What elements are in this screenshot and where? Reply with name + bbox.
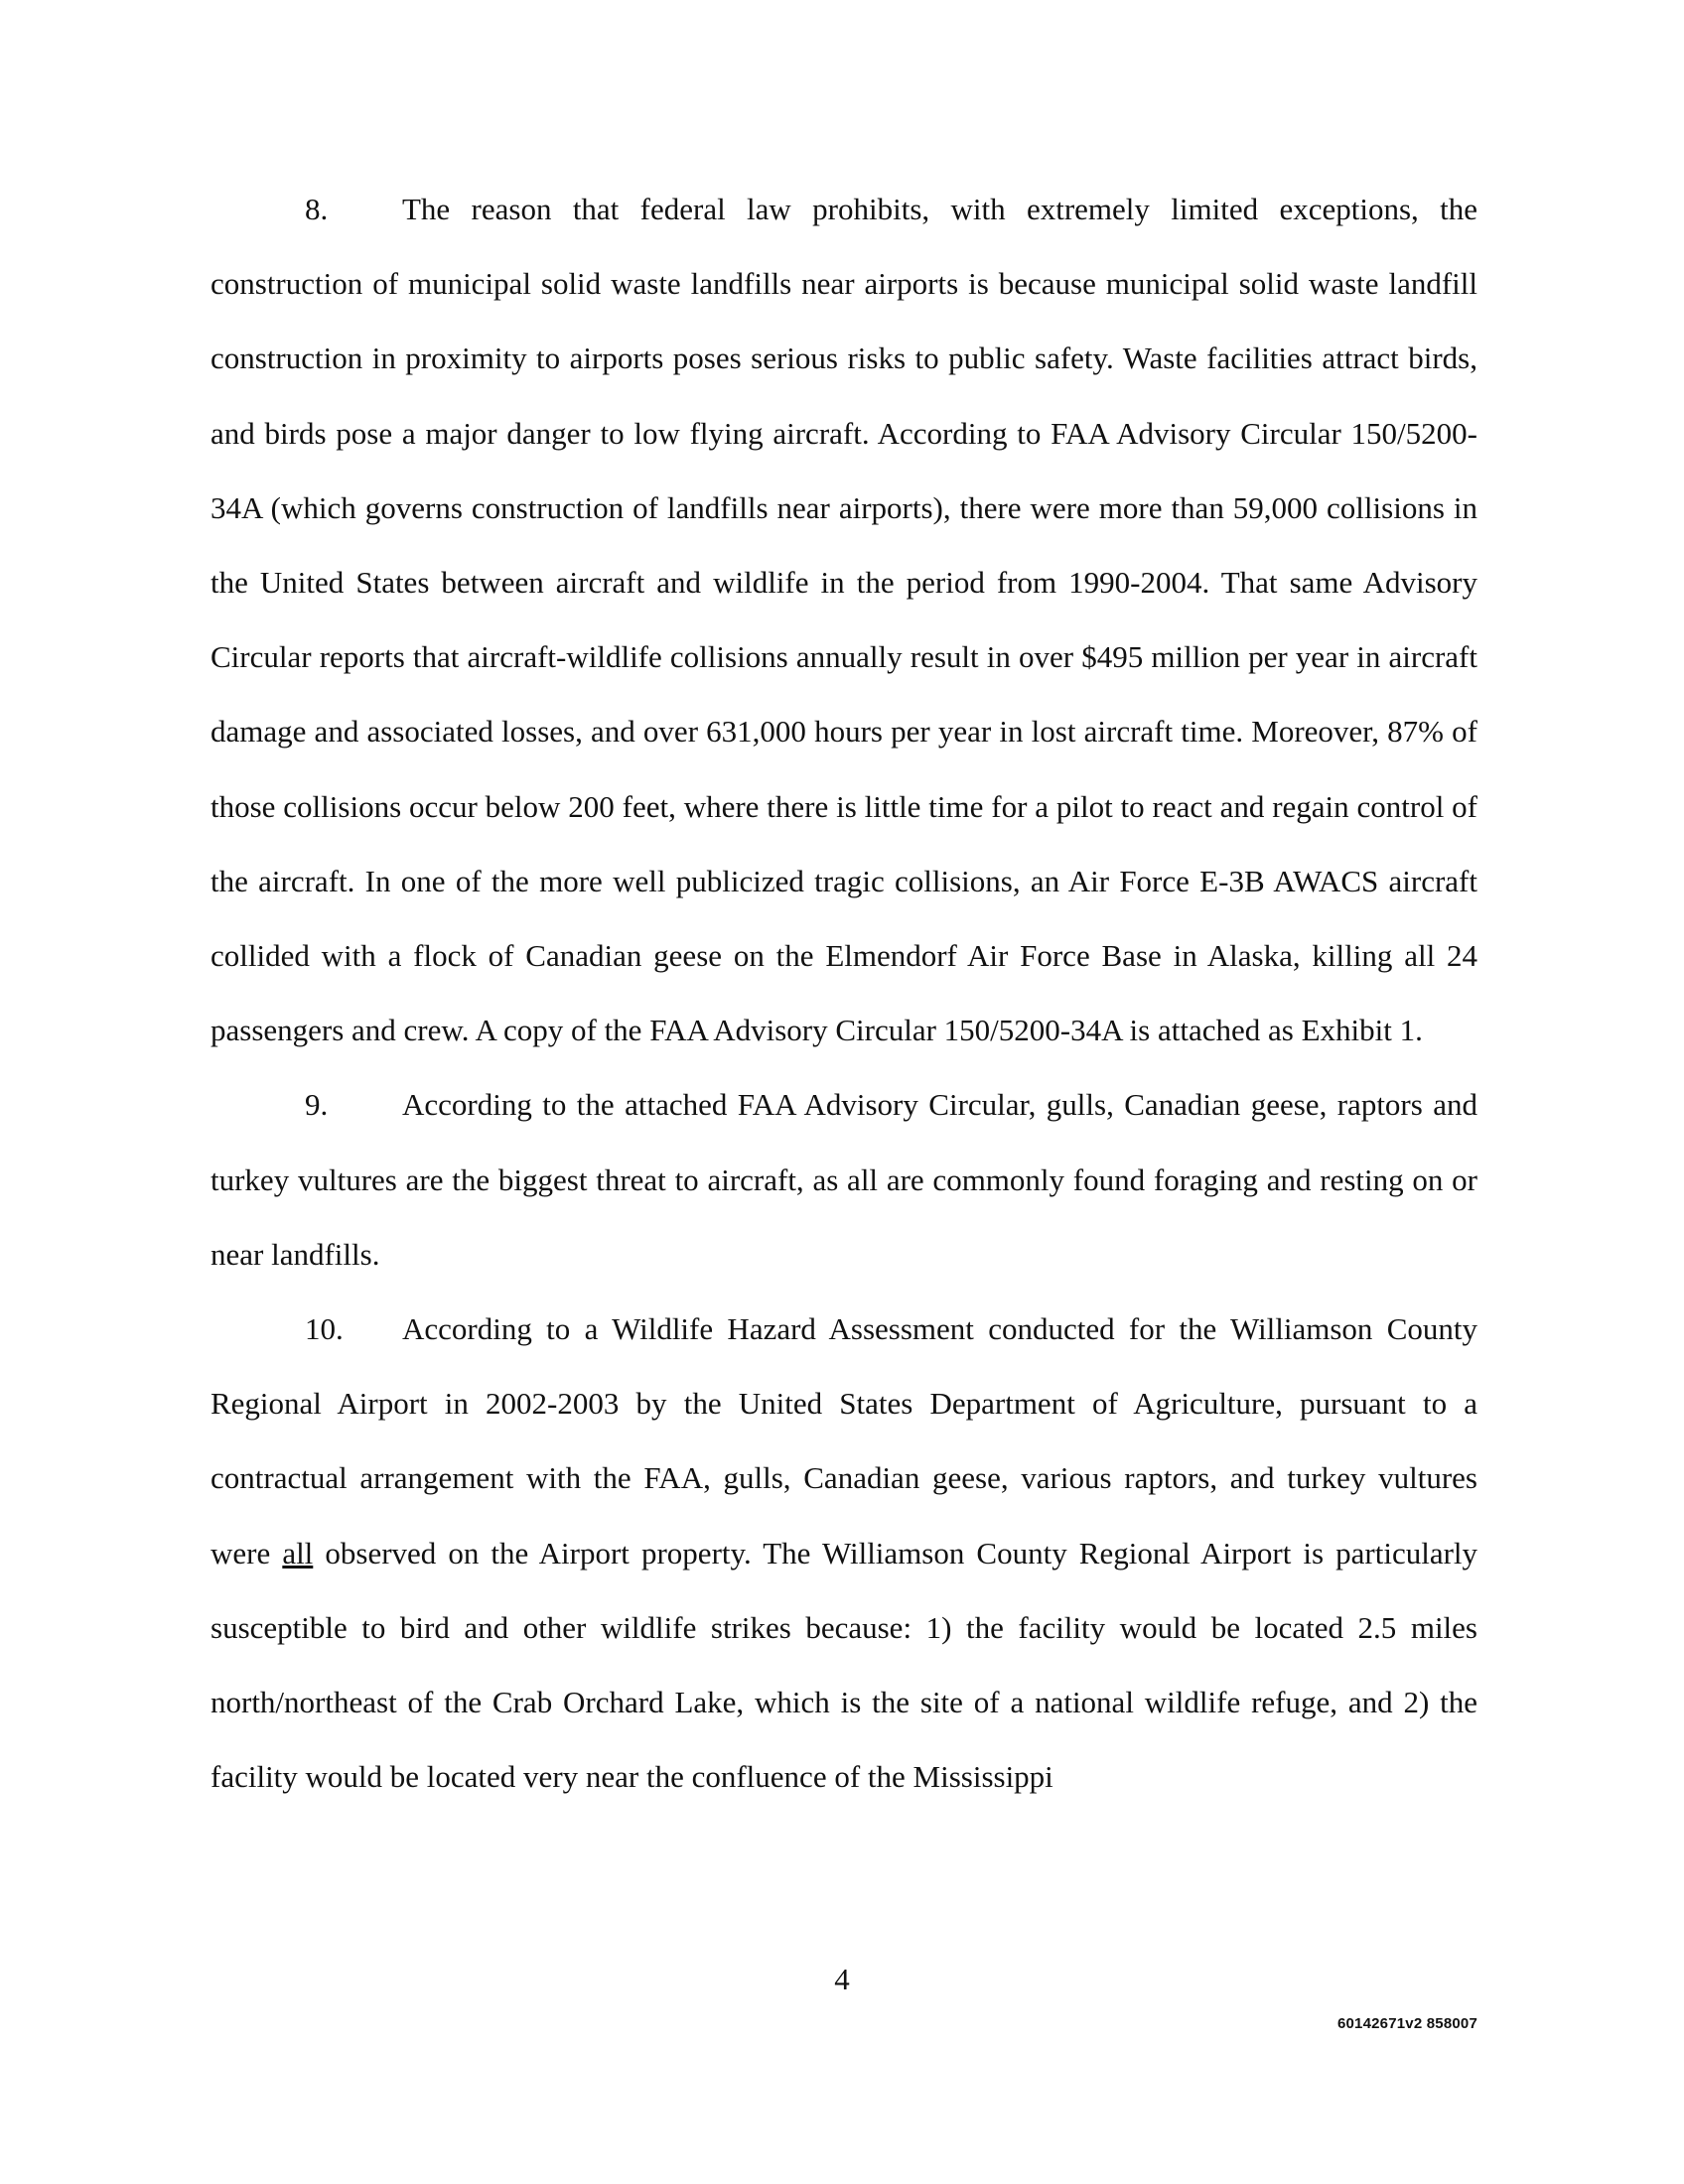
paragraph-10 — [210, 1292, 1477, 1814]
page-number: 4 — [834, 1962, 850, 1996]
paragraph-number: 9. — [305, 1087, 329, 1123]
paragraph-8 — [210, 172, 1477, 1067]
paragraph-text: The reason that federal law prohibits, with extremely limited exceptions, the construction of municipal solid waste landfills near airports is because municipal solid waste landfill construction in proximity to airports poses serious risks to public safety. Waste facilities attract birds, and birds pose a major danger to low flying aircraft. According to FAA Advisory Circular 150/5200-34A (which governs construction of landfills near airports), there were more than 59,000 collisions in the United States between aircraft and wildlife in the period from 1990-2004. That same Advisory Circular reports that aircraft-wildlife collisions annually result in over $495 million per year in aircraft damage and associated losses, and over 631,000 hours per year in lost aircraft time. Moreover, 87% of those collisions occur below 200 feet, where there is little time for a pilot to react and regain control of the aircraft. In one of the more well publicized tragic collisions, an Air Force E-3B AWACS aircraft collided with a flock of Canadian geese on the Elmendorf Air Force Base in Alaska, killing all 24 passengers and crew. A copy of the FAA Advisory Circular 150/5200-34A is attached as Exhibit 1. — [210, 192, 1477, 1048]
paragraph-number: 10. — [305, 1311, 344, 1347]
paragraph-text-part: observed on the Airport property. The Williamson County Regional Airport is particularly susceptible to bird and other wildlife strikes because: 1) the facility would be located 2.5 miles north/northeast of the Crab Orchard Lake, which is the site of a national wildlife refuge, and 2) the facility would be located very near the confluence of the Mississippi — [210, 1535, 1478, 1795]
underlined-emphasis: all — [282, 1535, 314, 1570]
document-id: 60142671v2 858007 — [1336, 2015, 1477, 2032]
paragraph-text-part: According to a Wildlife Hazard Assessment conducted for the Williamson County Regional Airport in 2002-2003 by the United States Department of Agriculture, pursuant to a contractual arrangement with the FAA, gulls, Canadian geese, various raptors, and turkey vultures were — [210, 1311, 1477, 1570]
paragraph-9 — [210, 1067, 1477, 1292]
paragraph-text: According to the attached FAA Advisory Circular, gulls, Canadian geese, raptors and turkey vultures are the biggest threat to aircraft, as all are commonly found foraging and resting on or near landfills. — [210, 1087, 1477, 1272]
document-body — [210, 172, 1477, 1814]
paragraph-number: 8. — [305, 192, 329, 226]
